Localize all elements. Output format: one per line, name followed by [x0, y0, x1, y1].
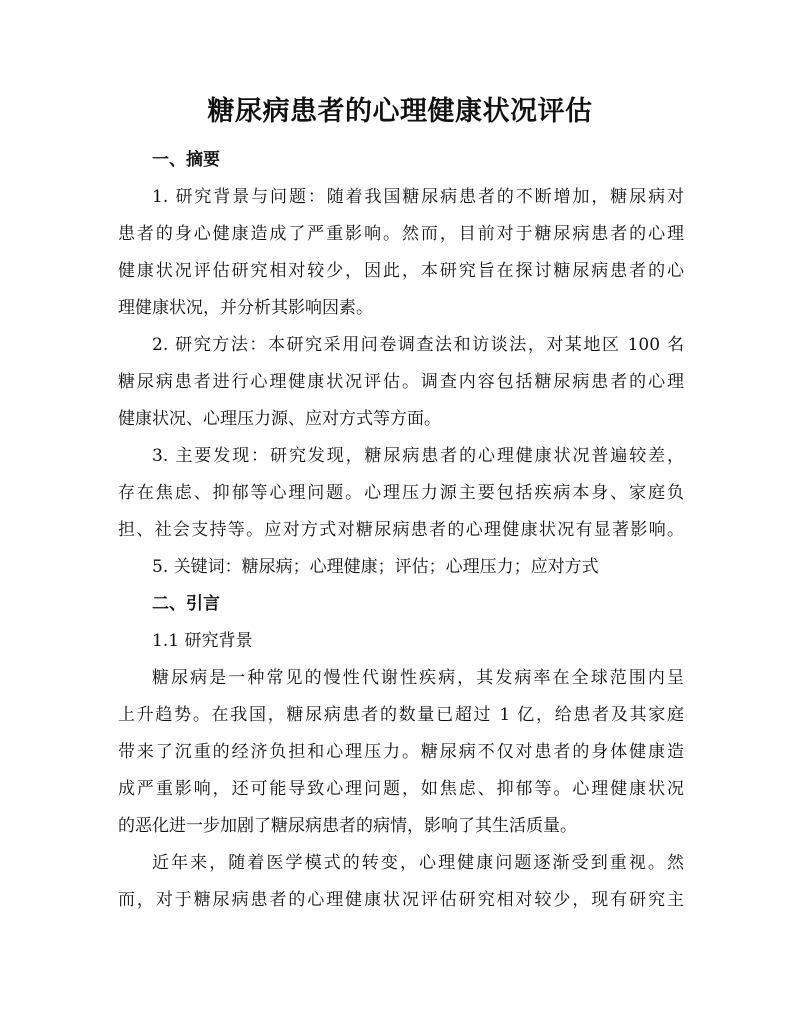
text-line: 5. 关键词：糖尿病；心理健康；评估；心理压力；应对方式 — [152, 557, 599, 577]
text-line: 糖尿病是一种常见的慢性代谢性疾病，其发病率在全球范围内呈 — [152, 668, 684, 688]
abstract-item — [118, 327, 684, 438]
abstract-heading: 一、摘要 — [152, 150, 220, 170]
document-body — [118, 142, 684, 919]
text-line: 存在焦虑、抑郁等心理问题。心理压力源主要包括疾病本身、家庭负 — [118, 483, 684, 503]
text-line: 患者的身心健康造成了严重影响。然而，目前对于糖尿病患者的心理 — [118, 224, 684, 244]
text-line: 上升趋势。在我国，糖尿病患者的数量已超过 1 亿，给患者及其家庭 — [118, 705, 684, 725]
text-line: 的恶化进一步加剧了糖尿病患者的病情，影响了其生活质量。 — [118, 816, 577, 836]
text-line: 带来了沉重的经济负担和心理压力。糖尿病不仅对患者的身体健康造 — [118, 742, 684, 762]
text-line: 2. 研究方法：本研究采用问卷调查法和访谈法，对某地区 100 名 — [152, 335, 684, 355]
text-line: 而，对于糖尿病患者的心理健康状况评估研究相对较少，现有研究主 — [118, 890, 684, 910]
text-line: 担、社会支持等。应对方式对糖尿病患者的心理健康状况有显著影响。 — [118, 520, 684, 540]
text-line: 健康状况评估研究相对较少，因此，本研究旨在探讨糖尿病患者的心 — [118, 261, 684, 281]
text-line: 成严重影响，还可能导致心理问题，如焦虑、抑郁等。心理健康状况 — [118, 779, 684, 799]
document-title: 糖尿病患者的心理健康状况评估 — [207, 96, 593, 127]
intro-subheading: 1.1 研究背景 — [152, 631, 253, 651]
intro-paragraph — [118, 845, 684, 919]
abstract-item — [118, 179, 684, 327]
text-line: 3. 主要发现：研究发现，糖尿病患者的心理健康状况普遍较差， — [152, 446, 684, 466]
text-line: 理健康状况，并分析其影响因素。 — [118, 298, 373, 318]
abstract-item-keywords — [118, 549, 684, 586]
text-line: 1. 研究背景与问题：随着我国糖尿病患者的不断增加，糖尿病对 — [152, 187, 684, 207]
intro-heading: 二、引言 — [152, 594, 220, 614]
intro-paragraph — [118, 660, 684, 845]
text-line: 糖尿病患者进行心理健康状况评估。调查内容包括糖尿病患者的心理 — [118, 372, 684, 392]
text-line: 健康状况、心理压力源、应对方式等方面。 — [118, 409, 441, 429]
abstract-item — [118, 438, 684, 549]
text-line: 近年来，随着医学模式的转变，心理健康问题逐渐受到重视。然 — [152, 853, 684, 873]
